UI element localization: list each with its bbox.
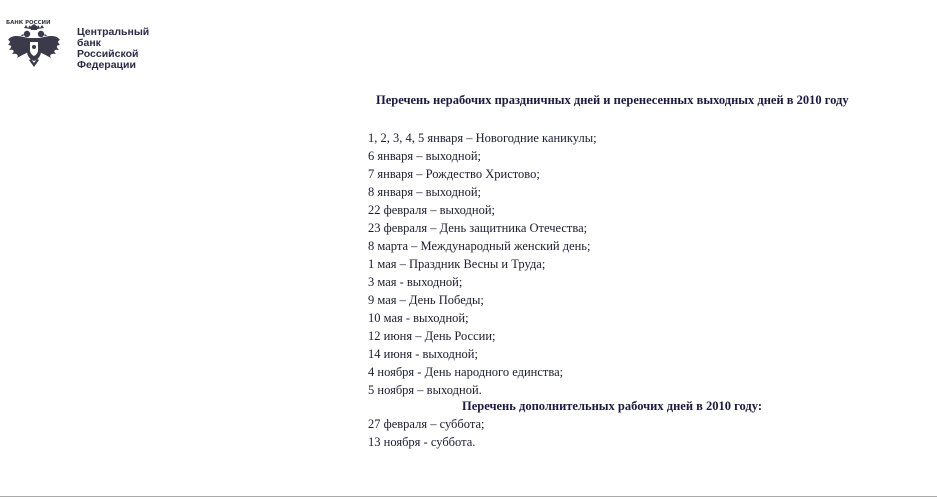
bank-name-line-4: Федерации <box>77 59 136 71</box>
bank-name-line-1: Центральный <box>77 26 150 38</box>
list-item: 3 мая - выходной; <box>368 275 463 289</box>
holiday-list <box>368 129 597 399</box>
workday-list <box>368 415 484 451</box>
double-headed-eagle-emblem-icon <box>6 20 62 76</box>
list-item: 7 января – Рождество Христово; <box>368 167 540 181</box>
bank-name-line-3: Российской <box>77 48 139 60</box>
bank-name-line-2: банк <box>77 37 101 49</box>
list-item: 27 февраля – суббота; <box>368 417 485 431</box>
list-item: 22 февраля – выходной; <box>368 203 495 217</box>
bottom-divider <box>0 496 937 497</box>
list-item: 23 февраля – День защитника Отечества; <box>368 221 588 235</box>
list-item: 8 марта – Международный женский день; <box>368 239 591 253</box>
list-item: 5 ноября – выходной. <box>368 383 482 397</box>
list-item: 1 мая – Праздник Весны и Труда; <box>368 257 546 271</box>
list-item: 4 ноября - День народного единства; <box>368 365 564 379</box>
document-title: Перечень нерабочих праздничных дней и перенесенных выходных дней в 2010 году <box>376 93 849 107</box>
list-item: 1, 2, 3, 4, 5 января – Новогодние каникулы; <box>368 131 597 145</box>
list-item: 6 января – выходной; <box>368 149 482 163</box>
bank-name <box>77 27 149 71</box>
workdays-title: Перечень дополнительных рабочих дней в 2010 году: <box>462 399 762 413</box>
page-header <box>6 20 150 76</box>
list-item: 10 мая - выходной; <box>368 311 469 325</box>
list-item: 8 января – выходной; <box>368 185 482 199</box>
list-item: 14 июня - выходной; <box>368 347 478 361</box>
emblem-caption: БАНК РОССИИ <box>6 20 51 26</box>
list-item: 12 июня – День России; <box>368 329 496 343</box>
list-item: 13 ноября - суббота. <box>368 435 476 449</box>
list-item: 9 мая – День Победы; <box>368 293 484 307</box>
